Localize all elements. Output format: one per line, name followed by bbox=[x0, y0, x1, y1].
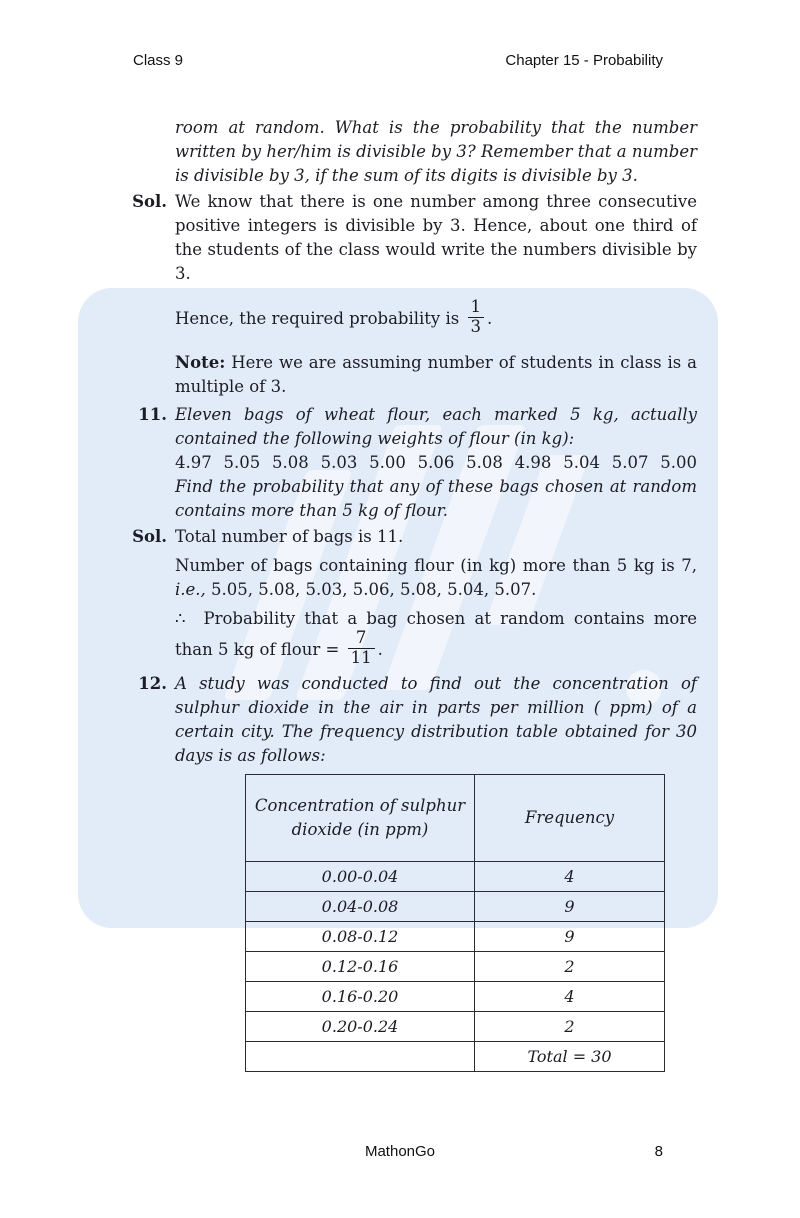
note-label: Note: bbox=[175, 352, 226, 372]
question-12-number: 12. bbox=[138, 673, 167, 693]
page-header bbox=[133, 52, 663, 69]
question-11-weights: 4.97 5.05 5.08 5.03 5.00 5.06 5.08 4.98 5.04 5.07 5.00 bbox=[175, 452, 697, 472]
fraction-denominator: 3 bbox=[468, 317, 485, 337]
table-header-concentration: Concentration of sulphur dioxide (in ppm) bbox=[246, 774, 475, 861]
table-cell-range: 0.00-0.04 bbox=[246, 861, 475, 891]
table-cell-frequency: 9 bbox=[475, 921, 665, 951]
table-row bbox=[246, 861, 665, 891]
table-cell-frequency: 4 bbox=[475, 861, 665, 891]
table-cell-empty bbox=[246, 1041, 475, 1071]
page-content bbox=[125, 116, 697, 1072]
period: . bbox=[487, 308, 493, 328]
page-number: 8 bbox=[654, 1143, 663, 1160]
question-11-number: 11. bbox=[138, 404, 167, 424]
table-cell-range: 0.12-0.16 bbox=[246, 951, 475, 981]
table-total-row bbox=[246, 1041, 665, 1071]
therefore-symbol: ∴ bbox=[175, 608, 186, 628]
table-cell-range: 0.08-0.12 bbox=[246, 921, 475, 951]
table-cell-frequency: 2 bbox=[475, 951, 665, 981]
table-row bbox=[246, 951, 665, 981]
solution-label: Sol. bbox=[132, 526, 167, 546]
table-row bbox=[246, 921, 665, 951]
question-11-text-1: Eleven bags of wheat flour, each marked 5 kg, actually contained the following weights of flour (in kg): bbox=[175, 404, 697, 448]
frequency-table bbox=[245, 774, 665, 1072]
period: . bbox=[377, 639, 383, 659]
table-row bbox=[246, 981, 665, 1011]
solution-label: Sol. bbox=[132, 192, 167, 211]
table-cell-range: 0.20-0.24 bbox=[246, 1011, 475, 1041]
line2-pre: Number of bags containing flour (in kg) more than 5 kg is 7, bbox=[175, 555, 697, 575]
fraction-seven-elevenths bbox=[348, 629, 375, 668]
solution-10-probability-line bbox=[175, 297, 697, 339]
solution-11-line-1: Total number of bags is 11. bbox=[175, 526, 404, 546]
brand-name: MathonGo bbox=[364, 1143, 436, 1160]
header-class-label: Class 9 bbox=[133, 52, 184, 69]
table-header-frequency: Frequency bbox=[475, 774, 665, 861]
question-10-text: room at random. What is the probability that the number written by her/him is divisible by 3? Remember that a number is divisible by 3, if the sum of its digits is divisible by 3. bbox=[175, 118, 697, 185]
fraction-numerator: 1 bbox=[470, 297, 481, 316]
question-11 bbox=[125, 403, 697, 523]
table-cell-frequency: 9 bbox=[475, 891, 665, 921]
probability-text: Probability that a bag chosen at random contains more than 5 kg of flour = bbox=[175, 608, 697, 659]
hence-text: Hence, the required probability is bbox=[175, 308, 460, 328]
question-10-continuation bbox=[125, 116, 697, 188]
table-cell-frequency: 4 bbox=[475, 981, 665, 1011]
solution-11-line-2 bbox=[175, 554, 697, 602]
line2-post: 5.05, 5.08, 5.03, 5.06, 5.08, 5.04, 5.07. bbox=[211, 579, 537, 599]
table-cell-total: Total = 30 bbox=[475, 1041, 665, 1071]
table-cell-range: 0.16-0.20 bbox=[246, 981, 475, 1011]
ie-abbrev: i.e., bbox=[175, 579, 206, 599]
question-11-text-2: Find the probability that any of these bags chosen at random contains more than 5 kg of flour. bbox=[175, 476, 697, 520]
table-cell-range: 0.04-0.08 bbox=[246, 891, 475, 921]
fraction-denominator: 11 bbox=[348, 648, 375, 668]
solution-11 bbox=[125, 525, 697, 670]
solution-10 bbox=[125, 190, 697, 399]
question-12-text: A study was conducted to find out the concentration of sulphur dioxide in the air in parts per million ( ppm) of a certain city. The frequency distribution table obtained for 30 days is as follows: bbox=[175, 673, 697, 765]
note-text: Here we are assuming number of students in class is a multiple of 3. bbox=[175, 352, 697, 396]
table-row bbox=[246, 1011, 665, 1041]
question-12 bbox=[125, 672, 697, 768]
table-header-row bbox=[246, 774, 665, 861]
table-cell-frequency: 2 bbox=[475, 1011, 665, 1041]
solution-10-note bbox=[175, 351, 697, 399]
solution-11-probability-line bbox=[175, 607, 697, 670]
solution-10-paragraph: We know that there is one number among three consecutive positive integers is divisible by 3. Hence, about one third of the students of the class would write the numbers divisible by 3. bbox=[175, 192, 697, 283]
header-chapter-label: Chapter 15 - Probability bbox=[505, 52, 663, 69]
fraction-one-third bbox=[468, 298, 485, 337]
table-row bbox=[246, 891, 665, 921]
fraction-numerator: 7 bbox=[355, 627, 367, 647]
